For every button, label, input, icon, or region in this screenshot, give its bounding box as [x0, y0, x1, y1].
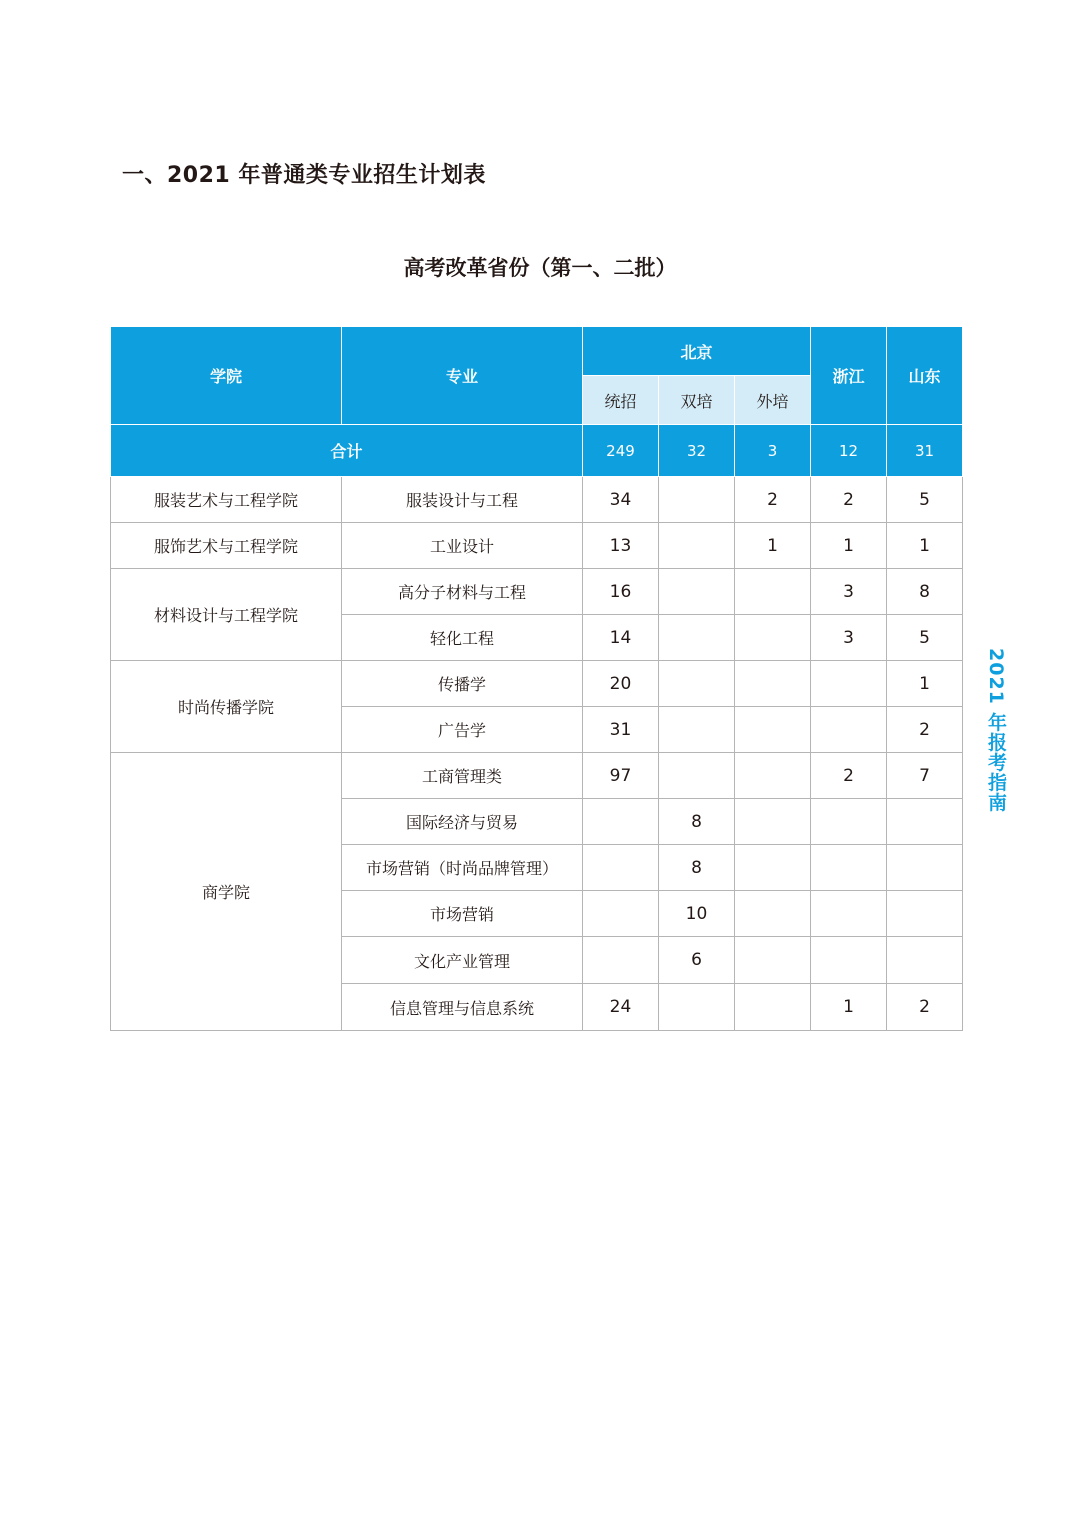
- value-cell: 14: [583, 615, 659, 661]
- value-cell: 97: [583, 753, 659, 799]
- major-cell: 工商管理类: [342, 753, 583, 799]
- table-row: [111, 569, 963, 615]
- value-cell: [811, 891, 887, 937]
- value-cell: [735, 799, 811, 845]
- value-cell: 31: [583, 707, 659, 753]
- value-cell: 8: [659, 799, 735, 845]
- table-row: [111, 523, 963, 569]
- major-cell: 国际经济与贸易: [342, 799, 583, 845]
- header-beijing: 北京: [583, 327, 811, 376]
- value-cell: [659, 661, 735, 707]
- value-cell: [811, 845, 887, 891]
- value-cell: [735, 845, 811, 891]
- value-cell: 2: [887, 984, 963, 1031]
- value-cell: 1: [811, 523, 887, 569]
- total-value: 249: [583, 425, 659, 477]
- table-row: [111, 753, 963, 799]
- table-row: [111, 477, 963, 523]
- value-cell: 2: [811, 477, 887, 523]
- value-cell: 2: [811, 753, 887, 799]
- major-cell: 服装设计与工程: [342, 477, 583, 523]
- value-cell: 7: [887, 753, 963, 799]
- value-cell: 20: [583, 661, 659, 707]
- table-row: [111, 661, 963, 707]
- value-cell: [735, 984, 811, 1031]
- value-cell: [735, 891, 811, 937]
- value-cell: 1: [887, 661, 963, 707]
- value-cell: [811, 707, 887, 753]
- value-cell: [659, 523, 735, 569]
- major-cell: 广告学: [342, 707, 583, 753]
- side-label: 2021 年报考指南: [985, 648, 1007, 813]
- value-cell: [887, 845, 963, 891]
- value-cell: 1: [811, 984, 887, 1031]
- value-cell: 1: [887, 523, 963, 569]
- header-beijing-waipei: 外培: [735, 376, 811, 425]
- value-cell: 3: [811, 615, 887, 661]
- header-zhejiang: 浙江: [811, 327, 887, 425]
- enrollment-plan-table: [110, 326, 963, 1031]
- value-cell: 10: [659, 891, 735, 937]
- value-cell: [811, 937, 887, 984]
- value-cell: 5: [887, 477, 963, 523]
- value-cell: [659, 569, 735, 615]
- header-beijing-shuangpei: 双培: [659, 376, 735, 425]
- value-cell: [735, 753, 811, 799]
- value-cell: [735, 661, 811, 707]
- value-cell: [811, 661, 887, 707]
- value-cell: [583, 937, 659, 984]
- value-cell: 3: [811, 569, 887, 615]
- value-cell: [659, 615, 735, 661]
- major-cell: 市场营销（时尚品牌管理）: [342, 845, 583, 891]
- header-row-1: [111, 327, 963, 376]
- total-value: 31: [887, 425, 963, 477]
- college-cell: 商学院: [111, 753, 342, 1031]
- value-cell: [735, 707, 811, 753]
- value-cell: 2: [887, 707, 963, 753]
- value-cell: [735, 937, 811, 984]
- value-cell: [735, 615, 811, 661]
- value-cell: [811, 799, 887, 845]
- major-cell: 轻化工程: [342, 615, 583, 661]
- value-cell: 1: [735, 523, 811, 569]
- value-cell: 6: [659, 937, 735, 984]
- major-cell: 高分子材料与工程: [342, 569, 583, 615]
- major-cell: 传播学: [342, 661, 583, 707]
- value-cell: 2: [735, 477, 811, 523]
- value-cell: [659, 477, 735, 523]
- college-cell: 材料设计与工程学院: [111, 569, 342, 661]
- value-cell: 8: [887, 569, 963, 615]
- value-cell: [583, 799, 659, 845]
- value-cell: [735, 569, 811, 615]
- value-cell: [887, 799, 963, 845]
- value-cell: [659, 753, 735, 799]
- value-cell: 13: [583, 523, 659, 569]
- value-cell: [659, 707, 735, 753]
- header-college: 学院: [111, 327, 342, 425]
- major-cell: 信息管理与信息系统: [342, 984, 583, 1031]
- total-row: [111, 425, 963, 477]
- value-cell: 8: [659, 845, 735, 891]
- value-cell: 16: [583, 569, 659, 615]
- value-cell: [887, 937, 963, 984]
- header-major: 专业: [342, 327, 583, 425]
- header-shandong: 山东: [887, 327, 963, 425]
- major-cell: 市场营销: [342, 891, 583, 937]
- value-cell: 34: [583, 477, 659, 523]
- college-cell: 服饰艺术与工程学院: [111, 523, 342, 569]
- total-label: 合计: [111, 425, 583, 477]
- value-cell: [887, 891, 963, 937]
- value-cell: 5: [887, 615, 963, 661]
- major-cell: 文化产业管理: [342, 937, 583, 984]
- college-cell: 时尚传播学院: [111, 661, 342, 753]
- total-value: 12: [811, 425, 887, 477]
- total-value: 3: [735, 425, 811, 477]
- section-title: 一、2021 年普通类专业招生计划表: [122, 163, 486, 188]
- table-title: 高考改革省份（第一、二批）: [403, 256, 677, 280]
- value-cell: [583, 891, 659, 937]
- major-cell: 工业设计: [342, 523, 583, 569]
- value-cell: 24: [583, 984, 659, 1031]
- college-cell: 服装艺术与工程学院: [111, 477, 342, 523]
- total-value: 32: [659, 425, 735, 477]
- value-cell: [583, 845, 659, 891]
- value-cell: [659, 984, 735, 1031]
- header-beijing-tongzhao: 统招: [583, 376, 659, 425]
